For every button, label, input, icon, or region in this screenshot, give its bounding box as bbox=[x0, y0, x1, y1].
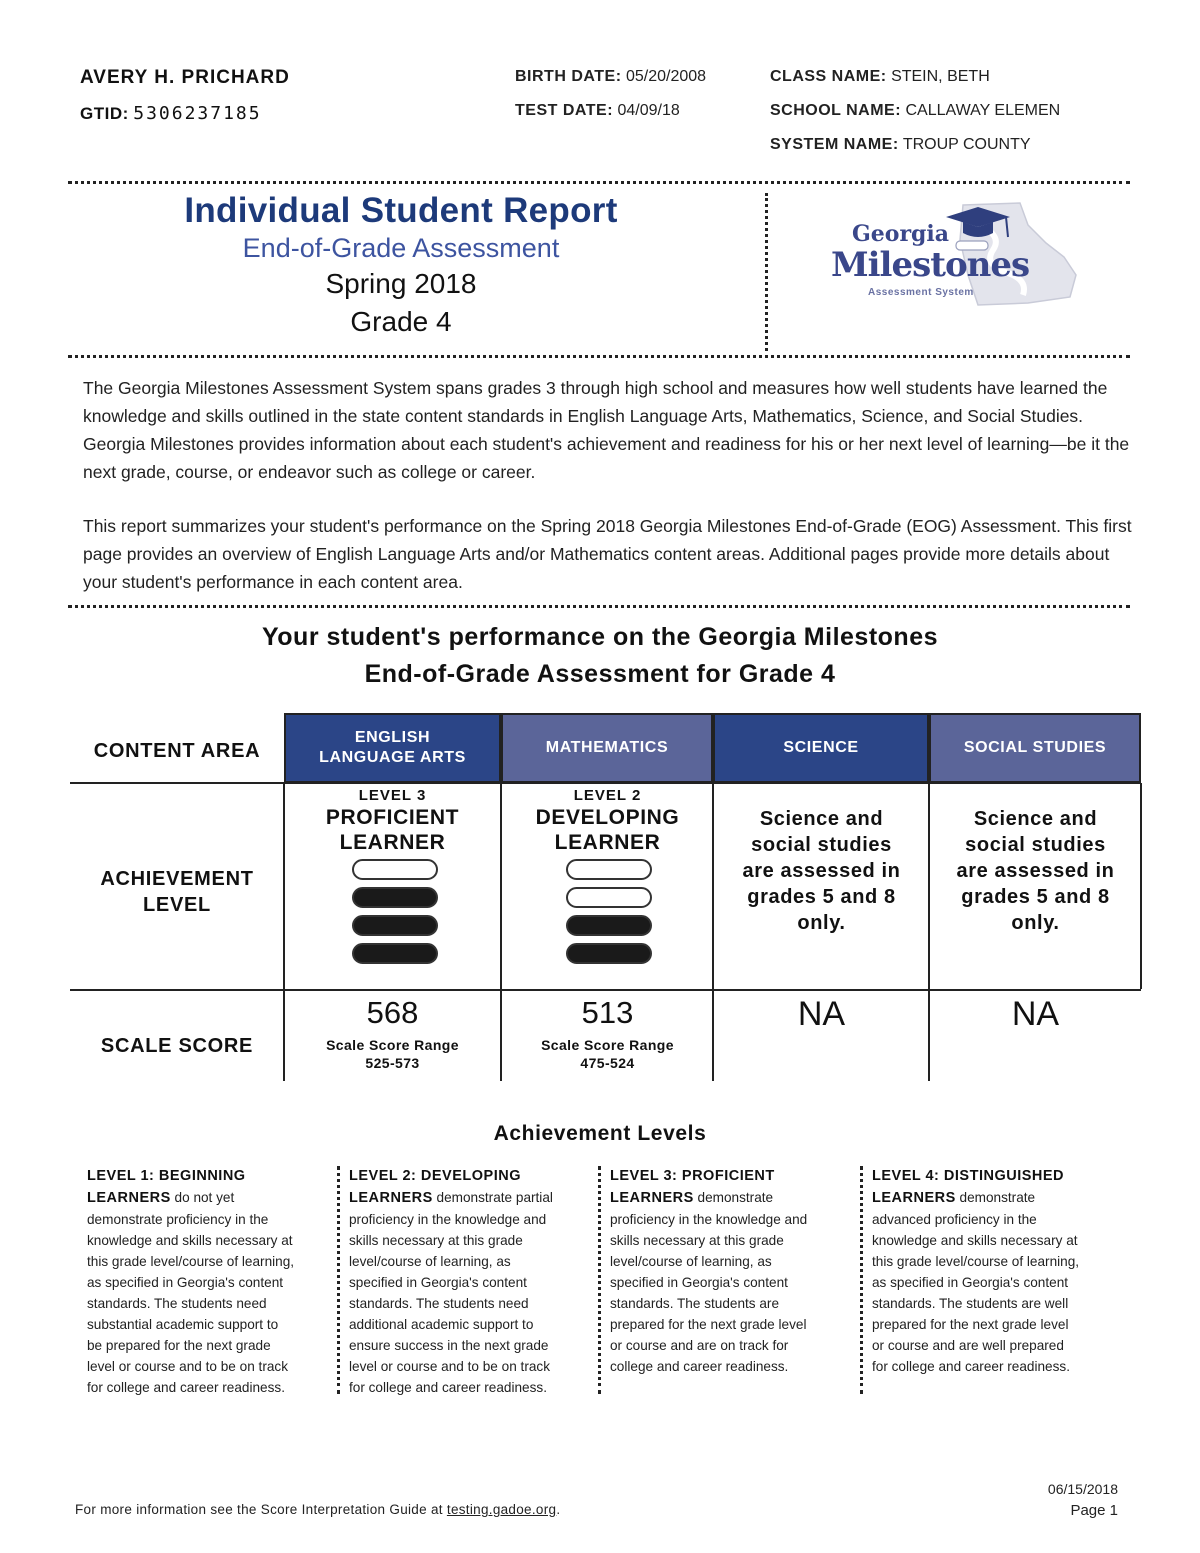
birth-date-value: 05/20/2008 bbox=[625, 68, 707, 85]
science-note bbox=[714, 806, 929, 936]
gtid bbox=[80, 103, 262, 124]
level-2-text: skills necessary at this grade bbox=[349, 1233, 523, 1248]
intro-paragraph-2: This report summarizes your student's performance on the Spring 2018 Georgia Milestones End-of-Grade (EOG) Assessment. This first page provides an overview of English Language Arts and/or Mathematics content areas. Additional pages provide more details about your student's performance in each content area. bbox=[83, 516, 1132, 592]
level-3-heading-2: LEARNERS bbox=[610, 1190, 694, 1206]
math-range-label: Scale Score Range bbox=[541, 1037, 674, 1053]
level-1-text: this grade level/course of learning, bbox=[87, 1254, 295, 1269]
level-2-text: specified in Georgia's content bbox=[349, 1275, 527, 1290]
birth-date bbox=[515, 68, 706, 86]
birth-date-label: BIRTH DATE: bbox=[515, 68, 622, 85]
math-level-name-2: LEARNER bbox=[554, 831, 661, 854]
level-2-text: level or course and to be on track bbox=[349, 1359, 550, 1374]
report-subtitle: End-of-Grade Assessment bbox=[242, 233, 560, 263]
level-1-text: be prepared for the next grade bbox=[87, 1338, 271, 1353]
ela-range-label: Scale Score Range bbox=[326, 1037, 459, 1053]
level-4-text: advanced proficiency in the bbox=[872, 1212, 1037, 1227]
level-3-description bbox=[610, 1166, 855, 1377]
social-studies-note-line: are assessed in bbox=[956, 860, 1115, 882]
row-label-content-area: CONTENT AREA bbox=[93, 740, 261, 762]
level-3-text: level/course of learning, as bbox=[610, 1254, 772, 1269]
school-name-value: CALLAWAY ELEMEN bbox=[905, 102, 1061, 119]
level-2-text: level/course of learning, as bbox=[349, 1254, 511, 1269]
school-name-label: SCHOOL NAME: bbox=[770, 102, 902, 119]
math-level-name-1: DEVELOPING bbox=[535, 806, 680, 829]
social-studies-note-line: Science and bbox=[973, 808, 1098, 830]
system-name bbox=[770, 136, 1031, 154]
column-separator bbox=[337, 1166, 340, 1394]
system-name-label: SYSTEM NAME: bbox=[770, 136, 899, 153]
science-note-line: Science and bbox=[759, 808, 884, 830]
logo-line1: Georgia bbox=[852, 221, 950, 247]
level-3-text: prepared for the next grade level bbox=[610, 1317, 807, 1332]
table-rule bbox=[70, 989, 1141, 991]
level-3-text: proficiency in the knowledge and bbox=[610, 1212, 808, 1227]
math-level-number: LEVEL 2 bbox=[573, 787, 642, 804]
ela-score-value: 568 bbox=[366, 995, 419, 1030]
ela-level-number: LEVEL 3 bbox=[358, 787, 427, 804]
math-achievement bbox=[502, 787, 713, 855]
row-label-achievement-line2: LEVEL bbox=[143, 894, 211, 916]
row-label-achievement bbox=[70, 866, 284, 918]
level-3-text: college and career readiness. bbox=[610, 1359, 789, 1374]
level-1-text: level or course and to be on track bbox=[87, 1359, 288, 1374]
footer-date: 06/15/2018 bbox=[1047, 1481, 1118, 1497]
ela-level-bar bbox=[352, 943, 438, 964]
level-2-text: additional academic support to bbox=[349, 1317, 534, 1332]
ela-achievement bbox=[285, 787, 500, 855]
column-header-science: SCIENCE bbox=[713, 713, 929, 783]
class-name-value: STEIN, BETH bbox=[891, 68, 990, 85]
science-note-line: social studies bbox=[751, 834, 892, 856]
level-3-text: standards. The students are bbox=[610, 1296, 780, 1311]
level-4-text: for college and career readiness. bbox=[872, 1359, 1070, 1374]
math-level-bar bbox=[566, 859, 652, 880]
level-1-text: as specified in Georgia's content bbox=[87, 1275, 284, 1290]
divider bbox=[68, 355, 1130, 358]
column-separator bbox=[860, 1166, 863, 1394]
math-scale-score bbox=[502, 995, 713, 1072]
class-name-label: CLASS NAME: bbox=[770, 68, 887, 85]
table-rule bbox=[70, 782, 1141, 784]
level-1-heading: LEVEL 1: BEGINNING bbox=[87, 1168, 246, 1184]
social-studies-score-value: NA bbox=[1011, 995, 1060, 1033]
ela-scale-score bbox=[285, 995, 500, 1072]
level-4-text: as specified in Georgia's content bbox=[872, 1275, 1069, 1290]
test-date-value: 04/09/18 bbox=[617, 102, 680, 119]
math-level-bar bbox=[566, 887, 652, 908]
row-label-achievement-line1: ACHIEVEMENT bbox=[100, 868, 254, 890]
level-2-text: for college and career readiness. bbox=[349, 1380, 547, 1395]
column-header-math: MATHEMATICS bbox=[501, 713, 713, 783]
level-4-text: standards. The students are well bbox=[872, 1296, 1069, 1311]
level-4-text: this grade level/course of learning, bbox=[872, 1254, 1080, 1269]
logo-line3: Assessment System bbox=[868, 287, 974, 298]
system-name-value: TROUP COUNTY bbox=[902, 136, 1031, 153]
level-2-text: demonstrate partial bbox=[432, 1190, 553, 1205]
logo-line2: Milestones bbox=[831, 245, 1030, 285]
divider bbox=[68, 181, 1130, 184]
class-name bbox=[770, 68, 990, 86]
level-4-text: knowledge and skills necessary at bbox=[872, 1233, 1078, 1248]
level-4-text: or course and are well prepared bbox=[872, 1338, 1064, 1353]
math-range-value: 475-524 bbox=[580, 1055, 635, 1071]
column-header-social-studies: SOCIAL STUDIES bbox=[929, 713, 1141, 783]
column-separator bbox=[598, 1166, 601, 1394]
level-4-text: prepared for the next grade level bbox=[872, 1317, 1069, 1332]
level-1-text: knowledge and skills necessary at bbox=[87, 1233, 293, 1248]
footer-info-text: For more information see the Score Interpretation Guide at bbox=[75, 1502, 447, 1517]
test-date bbox=[515, 102, 680, 120]
row-label-scale-score: SCALE SCORE bbox=[100, 1035, 254, 1057]
report-title-block bbox=[66, 191, 736, 338]
level-1-text: for college and career readiness. bbox=[87, 1380, 285, 1395]
ela-level-name-2: LEARNER bbox=[339, 831, 446, 854]
gtid-label: GTID: bbox=[80, 104, 129, 123]
ela-level-bar bbox=[352, 887, 438, 908]
level-3-heading: LEVEL 3: PROFICIENT bbox=[610, 1168, 775, 1184]
column-header-ela bbox=[284, 713, 501, 783]
performance-heading-line2: End-of-Grade Assessment for Grade 4 bbox=[364, 660, 836, 688]
science-note-line: only. bbox=[797, 912, 846, 934]
math-level-indicator bbox=[564, 859, 656, 969]
level-4-heading: LEVEL 4: DISTINGUISHED bbox=[872, 1168, 1065, 1184]
intro-paragraph-1: The Georgia Milestones Assessment System spans grades 3 through high school and measures how well students have learned the knowledge and skills outlined in the state content standards in English Language Arts, Mathematics, Science, and Social Studies. Georgia Milestones provides information about each student's achievement and readiness for his or her next level of learning—be it the next grade, course, or endeavor such as college or career. bbox=[83, 378, 1130, 482]
level-2-description bbox=[349, 1166, 594, 1398]
ela-range-value: 525-573 bbox=[365, 1055, 420, 1071]
georgia-milestones-logo bbox=[828, 195, 1078, 310]
footer-info-suffix: . bbox=[556, 1502, 561, 1517]
social-studies-note-line: only. bbox=[1011, 912, 1060, 934]
science-note-line: grades 5 and 8 bbox=[747, 886, 896, 908]
social-studies-note-line: social studies bbox=[965, 834, 1106, 856]
ela-level-indicator bbox=[350, 859, 442, 969]
social-studies-note-line: grades 5 and 8 bbox=[961, 886, 1110, 908]
level-2-heading: LEVEL 2: DEVELOPING bbox=[349, 1168, 521, 1184]
ela-level-name-1: PROFICIENT bbox=[325, 806, 460, 829]
level-3-text: specified in Georgia's content bbox=[610, 1275, 788, 1290]
vertical-divider bbox=[765, 193, 768, 351]
math-score-value: 513 bbox=[581, 995, 634, 1030]
level-4-heading-2: LEARNERS bbox=[872, 1190, 956, 1206]
level-2-text: standards. The students need bbox=[349, 1296, 529, 1311]
social-studies-note bbox=[930, 806, 1141, 936]
divider bbox=[68, 605, 1130, 608]
level-1-text: substantial academic support to bbox=[87, 1317, 279, 1332]
test-date-label: TEST DATE: bbox=[515, 102, 614, 119]
footer-link[interactable]: testing.gadoe.org bbox=[446, 1502, 557, 1517]
gtid-value: 5306237185 bbox=[133, 103, 262, 124]
performance-heading bbox=[0, 619, 1200, 693]
ela-level-bar bbox=[352, 859, 438, 880]
level-3-text: or course and are on track for bbox=[610, 1338, 789, 1353]
math-level-bar bbox=[566, 915, 652, 936]
report-grade: Grade 4 bbox=[350, 306, 452, 337]
science-score-value: NA bbox=[797, 995, 846, 1033]
performance-heading-line1: Your student's performance on the Georgia Milestones bbox=[261, 623, 939, 651]
school-name bbox=[770, 102, 1060, 120]
student-name: AVERY H. PRICHARD bbox=[80, 67, 290, 88]
footer-info bbox=[75, 1502, 560, 1517]
level-3-text: skills necessary at this grade bbox=[610, 1233, 784, 1248]
level-2-text: ensure success in the next grade bbox=[349, 1338, 549, 1353]
footer-page: Page 1 bbox=[1070, 1502, 1118, 1519]
level-2-heading-2: LEARNERS bbox=[349, 1190, 433, 1206]
ela-level-bar bbox=[352, 915, 438, 936]
level-4-text: demonstrate bbox=[955, 1190, 1036, 1205]
science-note-line: are assessed in bbox=[742, 860, 901, 882]
column-header-ela-line1: ENGLISH bbox=[354, 729, 431, 746]
level-2-text: proficiency in the knowledge and bbox=[349, 1212, 547, 1227]
level-1-text: demonstrate proficiency in the bbox=[87, 1212, 269, 1227]
achievement-levels-title: Achievement Levels bbox=[493, 1122, 707, 1145]
level-1-description bbox=[87, 1166, 332, 1398]
report-title: Individual Student Report bbox=[184, 191, 618, 230]
report-season: Spring 2018 bbox=[325, 268, 477, 299]
level-1-text: standards. The students need bbox=[87, 1296, 267, 1311]
level-1-text: do not yet bbox=[170, 1190, 235, 1205]
level-1-heading-2: LEARNERS bbox=[87, 1190, 171, 1206]
level-3-text: demonstrate bbox=[693, 1190, 774, 1205]
level-4-description bbox=[872, 1166, 1117, 1377]
column-header-ela-line2: LANGUAGE ARTS bbox=[319, 749, 466, 766]
math-level-bar bbox=[566, 943, 652, 964]
